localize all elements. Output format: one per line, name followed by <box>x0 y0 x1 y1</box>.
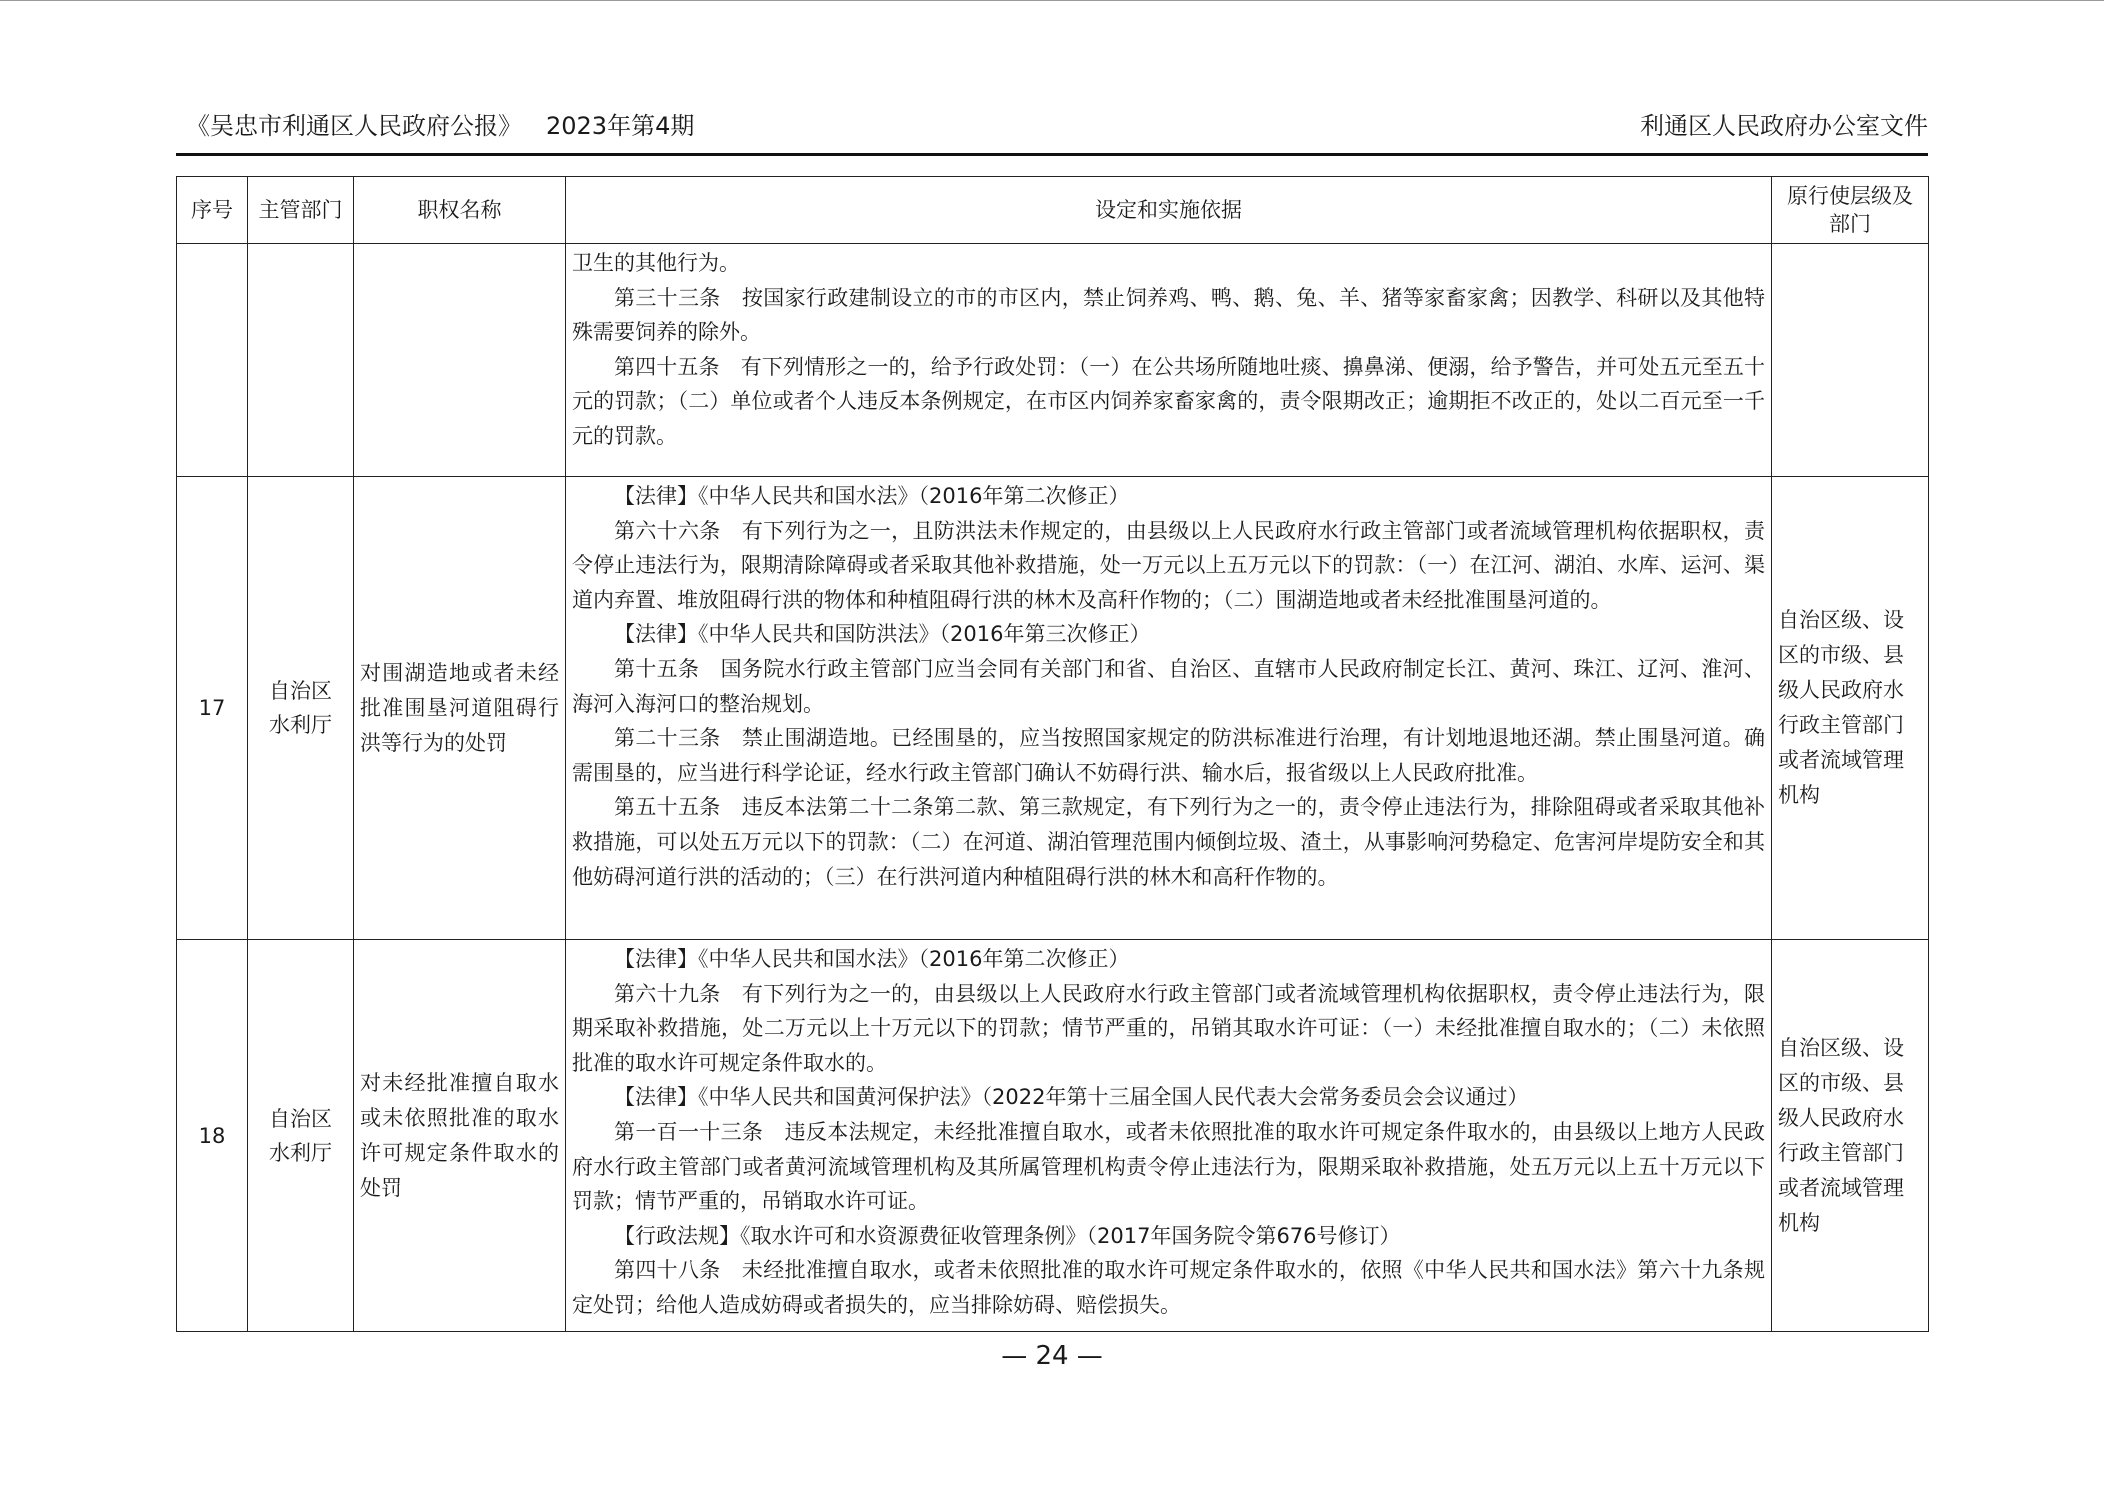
row-level <box>1772 244 1929 477</box>
row-dept <box>248 244 354 477</box>
powers-table <box>176 176 1929 1332</box>
basis-paragraph: 第十五条 国务院水行政主管部门应当会同有关部门和省、自治区、直辖市人民政府制定长江、黄河、珠江、辽河、淮河、海河入海河口的整治规划。 <box>572 656 1765 716</box>
col-header-basis: 设定和实施依据 <box>566 177 1772 244</box>
col-header-no: 序号 <box>177 177 248 244</box>
row-dept-text: 自治区水利厅 <box>269 1106 332 1165</box>
basis-paragraph: 第二十三条 禁止围湖造地。已经围垦的，应当按照国家规定的防洪标准进行治理，有计划地退地还湖。禁止围垦河道。确需围垦的，应当进行科学论证，经水行政主管部门确认不妨碍行洪、输水后，报省级以上人民政府批准。 <box>572 726 1765 785</box>
row-basis <box>566 477 1772 940</box>
col-header-dept: 主管部门 <box>248 177 354 244</box>
basis-paragraph: 【法律】《中华人民共和国水法》（2016年第二次修正） <box>614 484 1130 508</box>
row-power-name: 对围湖造地或者未经批准围垦河道阻碍行洪等行为的处罚 <box>354 477 566 940</box>
table-row <box>177 477 1929 940</box>
basis-paragraph: 【法律】《中华人民共和国防洪法》（2016年第三次修正） <box>614 622 1151 647</box>
basis-paragraph: 第四十五条 有下列情形之一的，给予行政处罚：（一）在公共场所随地吐痰、擤鼻涕、便溺，给予警告，并可处五元至五十元的罚款；（二）单位或者个人违反本条例规定，在市区内饲养家畜家禽的，责令限期改正；逾期拒不改正的，处以二百元至一千元的罚款。 <box>572 354 1765 448</box>
header-left <box>186 108 694 144</box>
basis-paragraph: 第三十三条 按国家行政建制设立的市的市区内，禁止饲养鸡、鸭、鹅、兔、羊、猪等家畜家禽；因教学、科研以及其他特殊需要饲养的除外。 <box>572 285 1765 345</box>
basis-paragraph: 【法律】《中华人民共和国黄河保护法》（2022年第十三届全国人民代表大会常务委员会会议通过） <box>614 1085 1529 1110</box>
basis-paragraph: 【法律】《中华人民共和国水法》（2016年第二次修正） <box>614 947 1130 971</box>
row-dept <box>248 940 354 1332</box>
row-no: 17 <box>177 477 248 940</box>
basis-paragraph: 卫生的其他行为。 <box>572 251 740 275</box>
col-header-level <box>1772 177 1929 244</box>
row-no <box>177 244 248 477</box>
row-basis <box>566 244 1772 477</box>
basis-paragraph: 第四十八条 未经批准擅自取水，或者未依照批准的取水许可规定条件取水的，依照《中华人民共和国水法》第六十九条规定处罚；给他人造成妨碍或者损失的，应当排除妨碍、赔偿损失。 <box>572 1258 1765 1317</box>
row-dept <box>248 477 354 940</box>
table-header-row <box>177 177 1929 244</box>
basis-paragraph: 第六十六条 有下列行为之一，且防洪法未作规定的，由县级以上人民政府水行政主管部门或者流域管理机构依据职权，责令停止违法行为，限期清除障碍或者采取其他补救措施，处一万元以上五万元以下的罚款：（一）在江河、湖泊、水库、运河、渠道内弃置、堆放阻碍行洪的物体和种植阻碍行洪的林木及高秆作物的；（二）围湖造地或者未经批准围垦河道的。 <box>572 518 1765 612</box>
issue-label: 2023年第4期 <box>546 112 695 140</box>
page-top-border <box>0 0 2104 1</box>
office-label: 利通区人民政府办公室文件 <box>1640 112 1928 140</box>
row-level: 自治区级、设区的市级、县级人民政府水行政主管部门或者流域管理机构 <box>1772 477 1929 940</box>
page-header <box>176 108 1928 144</box>
row-level: 自治区级、设区的市级、县级人民政府水行政主管部门或者流域管理机构 <box>1772 940 1929 1332</box>
table-row <box>177 244 1929 477</box>
publication-title: 《吴忠市利通区人民政府公报》 <box>186 112 522 140</box>
header-rule <box>176 153 1928 156</box>
table-row <box>177 940 1929 1332</box>
row-power-name: 对未经批准擅自取水或未依照批准的取水许可规定条件取水的处罚 <box>354 940 566 1332</box>
col-header-name: 职权名称 <box>354 177 566 244</box>
row-basis <box>566 940 1772 1332</box>
page-number: — 24 — <box>1001 1341 1103 1371</box>
col-header-level-text: 原行使层级及部门 <box>1787 184 1913 236</box>
row-power-name <box>354 244 566 477</box>
basis-paragraph: 【行政法规】《取水许可和水资源费征收管理条例》（2017年国务院令第676号修订） <box>614 1223 1401 1248</box>
basis-paragraph: 第六十九条 有下列行为之一的，由县级以上人民政府水行政主管部门或者流域管理机构依据职权，责令停止违法行为，限期采取补救措施，处二万元以上十万元以下的罚款；情节严重的，吊销其取水许可证：（一）未经批准擅自取水的；（二）未依照批准的取水许可规定条件取水的。 <box>572 981 1765 1075</box>
row-no: 18 <box>177 940 248 1332</box>
basis-paragraph: 第五十五条 违反本法第二十二条第二款、第三款规定，有下列行为之一的，责令停止违法行为，排除阻碍或者采取其他补救措施，可以处五万元以下的罚款：（二）在河道、湖泊管理范围内倾倒垃圾、渣土，从事影响河势稳定、危害河岸堤防安全和其他妨碍河道行洪的活动的；（三）在行洪河道内种植阻碍行洪的林木和高秆作物的。 <box>572 795 1765 889</box>
row-dept-text: 自治区水利厅 <box>269 679 332 737</box>
basis-paragraph: 第一百一十三条 违反本法规定，未经批准擅自取水，或者未依照批准的取水许可规定条件取水的，由县级以上地方人民政府水行政主管部门或者黄河流域管理机构及其所属管理机构责令停止违法行为，限期采取补救措施，处五万元以上五十万元以下罚款；情节严重的，吊销取水许可证。 <box>572 1119 1765 1214</box>
